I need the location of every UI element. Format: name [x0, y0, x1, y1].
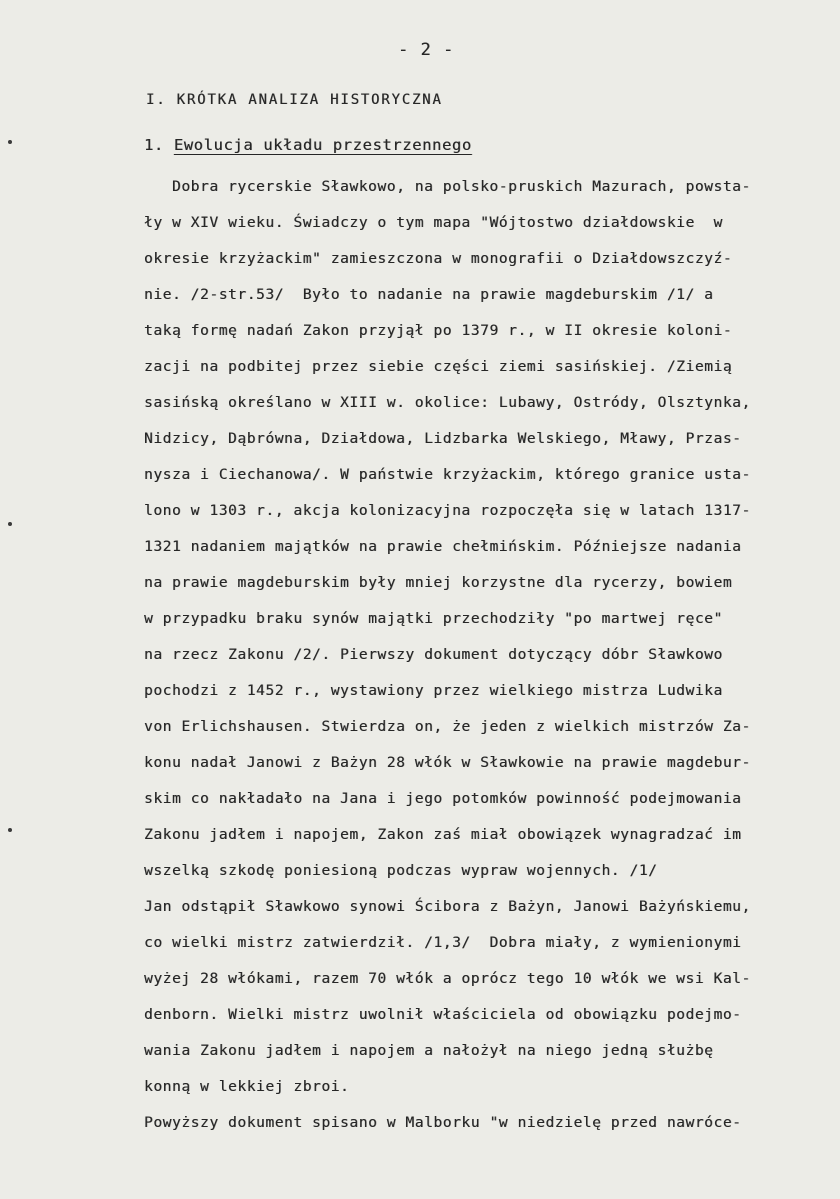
- text-line: konną w lekkiej zbroi.: [144, 1078, 350, 1095]
- text-line: na rzecz Zakonu /2/. Pierwszy dokument dotyczący dóbr Sławkowo: [144, 646, 723, 663]
- margin-mark: [8, 522, 12, 526]
- subsection-number: 1.: [144, 136, 164, 154]
- text-line: lono w 1303 r., akcja kolonizacyjna rozpoczęła się w latach 1317-: [144, 502, 751, 519]
- text-line: 1321 nadaniem majątków na prawie chełmińskim. Późniejsze nadania: [144, 538, 742, 555]
- text-line: taką formę nadań Zakon przyjął po 1379 r., w II okresie koloni-: [144, 322, 733, 339]
- text-line: skim co nakładało na Jana i jego potomków powinność podejmowania: [144, 790, 742, 807]
- text-line: wania Zakonu jadłem i napojem a nałożył na niego jedną służbę: [144, 1042, 714, 1059]
- text-line: Dobra rycerskie Sławkowo, na polsko-pruskich Mazurach, powsta-: [172, 178, 751, 195]
- text-line: nysza i Ciechanowa/. W państwie krzyżackim, którego granice usta-: [144, 466, 751, 483]
- text-line: denborn. Wielki mistrz uwolnił właściciela od obowiązku podejmo-: [144, 1006, 742, 1023]
- text-line: von Erlichshausen. Stwierdza on, że jeden z wielkich mistrzów Za-: [144, 718, 751, 735]
- text-line: Jan odstąpił Sławkowo synowi Ścibora z Bażyn, Janowi Bażyńskiemu,: [144, 898, 751, 915]
- text-line: sasińską określano w XIII w. okolice: Lubawy, Ostródy, Olsztynka,: [144, 394, 751, 411]
- section-heading: I. KRÓTKA ANALIZA HISTORYCZNA: [146, 92, 443, 108]
- text-line: Zakonu jadłem i napojem, Zakon zaś miał obowiązek wynagradzać im: [144, 826, 742, 843]
- page-number: - 2 -: [398, 40, 455, 60]
- text-line: na prawie magdeburskim były mniej korzystne dla rycerzy, bowiem: [144, 574, 733, 591]
- text-line: konu nadał Janowi z Bażyn 28 włók w Sławkowie na prawie magdebur-: [144, 754, 751, 771]
- subsection-heading: [144, 136, 472, 154]
- subsection-title: Ewolucja układu przestrzennego: [173, 136, 472, 154]
- margin-mark: [8, 828, 12, 832]
- text-line: okresie krzyżackim" zamieszczona w monografii o Działdowszczyź-: [144, 250, 733, 267]
- text-line: wyżej 28 włókami, razem 70 włók a oprócz tego 10 włók we wsi Kal-: [144, 970, 751, 987]
- text-line: co wielki mistrz zatwierdził. /1,3/ Dobra miały, z wymienionymi: [144, 934, 742, 951]
- text-line: ły w XIV wieku. Świadczy o tym mapa "Wójtostwo działdowskie w: [144, 214, 723, 231]
- text-line: pochodzi z 1452 r., wystawiony przez wielkiego mistrza Ludwika: [144, 682, 723, 699]
- text-line: Nidzicy, Dąbrówna, Działdowa, Lidzbarka Welskiego, Mławy, Przas-: [144, 430, 742, 447]
- text-line: wszelką szkodę poniesioną podczas wypraw wojennych. /1/: [144, 862, 658, 879]
- text-line: zacji na podbitej przez siebie części ziemi sasińskiej. /Ziemią: [144, 358, 733, 375]
- text-line: w przypadku braku synów majątki przechodziły "po martwej ręce": [144, 610, 723, 627]
- text-line: Powyższy dokument spisano w Malborku "w niedzielę przed nawróce-: [144, 1114, 742, 1131]
- margin-mark: [8, 140, 12, 144]
- text-line: nie. /2-str.53/ Było to nadanie na prawie magdeburskim /1/ a: [144, 286, 714, 303]
